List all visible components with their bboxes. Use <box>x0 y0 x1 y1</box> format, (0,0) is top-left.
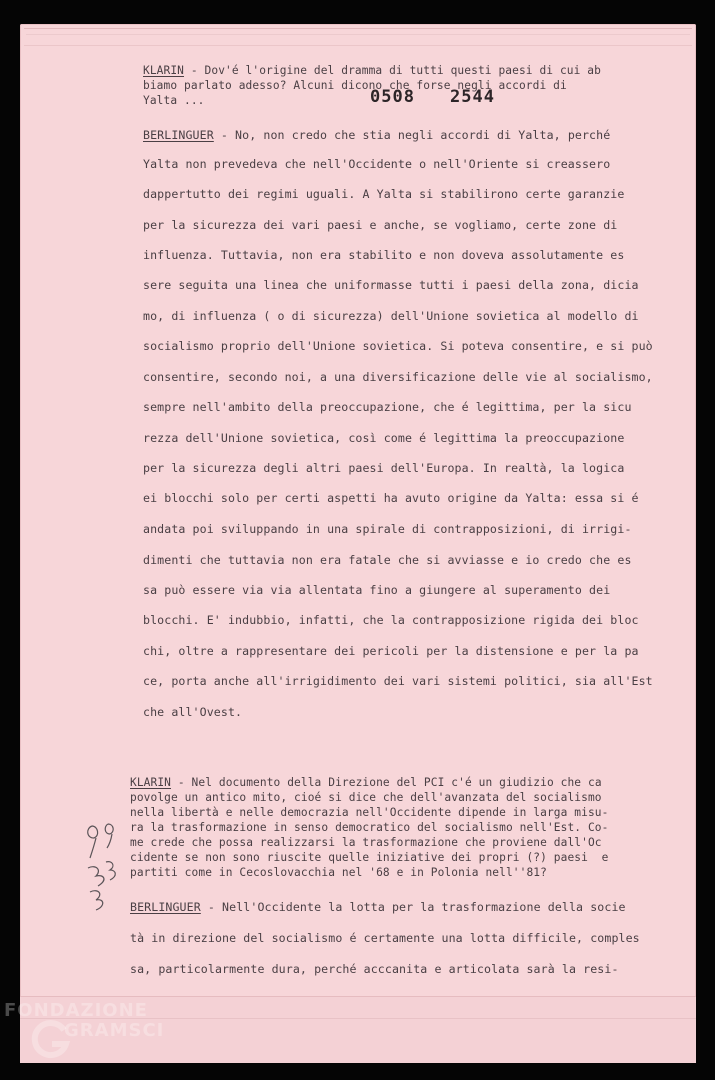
text-line: consentire, secondo noi, a una diversificazione delle vie al socialismo, <box>143 370 653 384</box>
archive-number-left: 0508 <box>370 87 415 107</box>
archive-number-right: 2544 <box>450 87 495 107</box>
handwritten-margin-mark <box>82 818 122 918</box>
text-line: KLARIN - Dov'é l'origine del dramma di tutti questi paesi di cui ab <box>143 64 601 77</box>
text-line: chi, oltre a rappresentare dei pericoli per la distensione e per la pa <box>143 644 639 658</box>
text-line: dimenti che tuttavia non era fatale che si avviasse e io credo che es <box>143 553 632 567</box>
text-line: ei blocchi solo per certi aspetti ha avuto origine da Yalta: essa si é <box>143 491 639 505</box>
speaker-name: BERLINGUER <box>130 900 201 914</box>
speaker-name: KLARIN <box>143 64 185 77</box>
text-line: che all'Ovest. <box>143 705 243 719</box>
text-line: BERLINGUER - No, non credo che stia negli accordi di Yalta, perché <box>143 128 611 142</box>
text-line: povolge un antico mito, cioé si dice che dell'avanzata del socialismo <box>130 791 602 804</box>
text-line: blocchi. E' indubbio, infatti, che la contrapposizione rigida dei bloc <box>143 613 639 627</box>
text-line: dappertutto dei regimi uguali. A Yalta si stabilirono certe garanzie <box>143 187 625 201</box>
speaker-name: BERLINGUER <box>143 128 214 142</box>
text-line: me crede che possa realizzarsi la trasformazione che proviene dall'Oc <box>130 836 602 849</box>
text-line: partiti come in Cecoslovacchia nel '68 e in Polonia nell''81? <box>130 866 547 879</box>
watermark-line-1: FONDAZIONE <box>4 1000 148 1021</box>
text-line: per la sicurezza degli altri paesi dell'Europa. In realtà, la logica <box>143 461 625 475</box>
text-line: Yalta ... <box>143 94 205 107</box>
text-line: influenza. Tuttavia, non era stabilito e non doveva assolutamente es <box>143 248 625 262</box>
watermark-logo-icon <box>28 1018 72 1062</box>
watermark-line-2: GRAMSCI <box>64 1020 165 1041</box>
text-line: Yalta non prevedeva che nell'Occidente o nell'Oriente si creassero <box>143 157 611 171</box>
text-line: per la sicurezza dei vari paesi e anche, se vogliamo, certe zone di <box>143 218 618 232</box>
text-line: BERLINGUER - Nell'Occidente la lotta per la trasformazione della socie <box>130 900 626 914</box>
text-line: KLARIN - Nel documento della Direzione del PCI c'é un giudizio che ca <box>130 776 602 789</box>
text-line: ce, porta anche all'irrigidimento dei vari sistemi politici, sia all'Est <box>143 674 653 688</box>
text-line: rezza dell'Unione sovietica, così come é legittima la preoccupazione <box>143 431 625 445</box>
text-line: cidente se non sono riuscite quelle iniziative dei propri (?) paesi e <box>130 851 609 864</box>
archive-watermark <box>4 1000 165 1041</box>
text-line: nella libertà e nelle democrazia nell'Occidente dipende in larga misu- <box>130 806 609 819</box>
text-line: sa, particolarmente dura, perché acccanita e articolata sarà la resi- <box>130 962 619 976</box>
text-line: socialismo proprio dell'Unione sovietica. Si poteva consentire, e si può <box>143 339 653 353</box>
text-line: sere seguita una linea che uniformasse tutti i paesi della zona, dicia <box>143 278 639 292</box>
stacked-sheet-edge <box>26 34 690 43</box>
speaker-name: KLARIN <box>130 776 172 789</box>
text-line: biamo parlato adesso? Alcuni dicono che forse negli accordi di <box>143 79 567 92</box>
text-line: andata poi sviluppando in una spirale di contrapposizioni, di irrigi- <box>143 522 632 536</box>
text-line: sa può essere via via allentata fino a giungere al superamento dei <box>143 583 611 597</box>
text-line: mo, di influenza ( o di sicurezza) dell'Unione sovietica al modello di <box>143 309 639 323</box>
text-line: tà in direzione del socialismo é certamente una lotta difficile, comples <box>130 931 640 945</box>
text-line: sempre nell'ambito della preoccupazione, che é legittima, per la sicu <box>143 400 632 414</box>
text-line: ra la trasformazione in senso democratico del socialismo nell'Est. Co- <box>130 821 609 834</box>
